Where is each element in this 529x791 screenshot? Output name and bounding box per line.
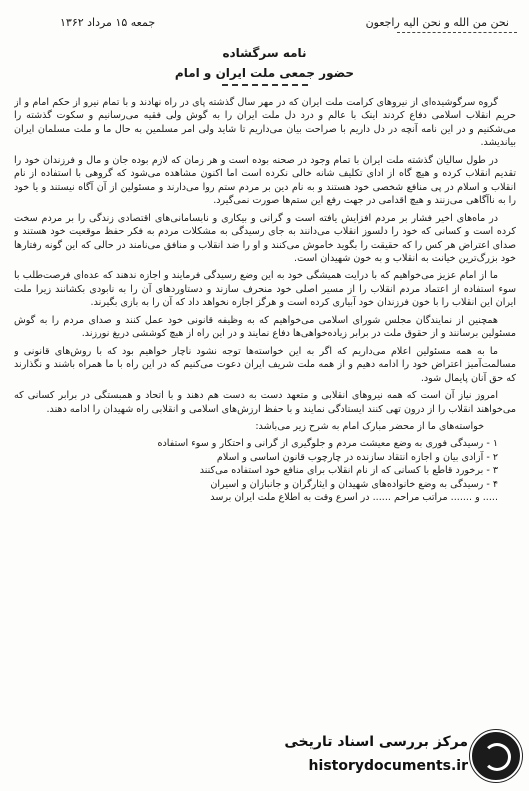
- watermark-url: historydocuments.ir: [308, 758, 468, 774]
- demand-item: ..... و ....... مراتب مراحم ...... در اسرع وقت به اطلاع ملت ایران برسد: [210, 492, 498, 504]
- demand-item: ۳ - برخورد قاطع با کسانی که از نام انقلاب برای منافع خود استفاده می‌کنند: [199, 465, 498, 477]
- demand-item: ۲ - آزادی بیان و اجازه انتقاد سازنده در چارچوب قانون اساسی و اسلام: [216, 451, 498, 463]
- paragraph: در طول سالیان گذشته ملت ایران با تمام وجود در صحنه بوده است و هر زمان که لازم بوده جان و مال و فرزندان خود را تقدیم انقلاب کرده و هیچ گاه از ادای تکلیف شانه خالی نکرده است اما اکنون مشاهده می‌شود که گروهی با استفاده از نام انقلاب و اسلام در پی منافع شخصی خود هستند و به نام دین بر مردم ستم روا می‌دارند و مسئولین از آن آگاه نیستند و یا خود را به ناآگاهی می‌زنند و هیچ اقدامی در جهت رفع این ستم‌ها صورت نمی‌گیرد.: [14, 154, 516, 207]
- paragraph: امروز نیاز آن است که همه نیروهای انقلابی و متعهد دست به دست هم دهند و با اتحاد و همبستگی در برابر کسانی که می‌خواهند انقلاب را از درون تهی کنند ایستادگی نمایند و با حفظ ارزش‌های اسلامی و انقلابی راه شهیدان را ادامه دهند.: [14, 390, 516, 415]
- paragraph: ما از امام عزیز می‌خواهیم که با درایت همیشگی خود به این وضع رسیدگی فرمایند و اجازه ندهند که عده‌ای فرصت‌طلب با سوء استفاده از اعتماد مردم انقلاب را از مسیر اصلی خود منحرف سازند و دستاوردهای آن را به نابودی بکشانند زیرا ملت ایران این انقلاب را با خون فرزندان خود آبیاری کرده است و هرگز اجازه نخواهد داد که آن را به بازی بگیرند.: [14, 270, 516, 309]
- reference-underline: [397, 32, 517, 33]
- archive-logo-icon: [470, 730, 522, 782]
- document-date: جمعه ۱۵ مرداد ۱۳۶۲: [60, 16, 156, 29]
- document-title: نامه سرگشاده: [222, 46, 307, 60]
- demand-item: ۴ - رسیدگی به وضع خانواده‌های شهیدان و ایثارگران و جانبازان و اسیران: [210, 478, 498, 490]
- paragraph: گروه سرگوشیده‌ای از نیروهای کرامت ملت ایران که در مهر سال گذشته پای در راه نهادند و با تمام نیرو از حکم امام و از حریم انقلاب اسلامی دفاع کردند اینک با عالم و درد دل ملت ایران را به گوش ولی فقیه می‌رسانیم و سکوت گذشته را می‌شکنیم و در این نامه آنچه در دل داریم با صراحت بیان می‌داریم تا شاید ولی امر مسلمین به حال ما و ملت مسلمان ایران بیاندیشد.: [14, 97, 516, 149]
- document-subtitle: حضور جمعی ملت ایران و امام: [174, 66, 355, 80]
- paragraph: خواسته‌های ما از محضر مبارک امام به شرح زیر می‌باشد:: [255, 420, 484, 432]
- paragraph: در ماه‌های اخیر فشار بر مردم افزایش یافته است و گرانی و بیکاری و نابسامانی‌های اقتصادی زندگی را بر مردم سخت کرده است و کسانی که خود را دلسوز انقلاب می‌دانند به جای رسیدگی به مشکلات مردم به فکر حفظ موقعیت خود هستند و صدای اعتراض هر کس را که حقیقت را بگوید خاموش می‌کنند و او را ضد انقلاب و منافق می‌نامند در حالی که این گونه رفتارها خود بزرگ‌ترین خیانت به انقلاب و به خون شهیدان است.: [14, 212, 516, 264]
- document-body: [14, 96, 516, 770]
- archive-watermark: [236, 728, 526, 786]
- demand-item: ۱ - رسیدگی فوری به وضع معیشت مردم و جلوگیری از گرانی و احتکار و سوء استفاده: [157, 438, 498, 450]
- watermark-name: مرکز بررسی اسناد تاریخی: [284, 734, 468, 750]
- title-underline: [222, 84, 308, 86]
- paragraph: ما به همه مسئولین اعلام می‌داریم که اگر به این خواسته‌ها توجه نشود ناچار خواهیم بود که با روش‌های قانونی و مسالمت‌آمیز اعتراض خود را ادامه دهیم و از همه ملت شریف ایران دعوت می‌کنیم که در این راه با ما همراه باشند و نگذارند که حق آنان پایمال شود.: [14, 345, 516, 384]
- document-reference: نحن من الله و نحن الیه راجعون: [365, 16, 509, 29]
- logo-ring-shape: [483, 743, 511, 771]
- paragraph: همچنین از نمایندگان مجلس شورای اسلامی می‌خواهیم که به وظیفه قانونی خود عمل کنند و صدای مردم را به گوش مسئولین برسانند و از حقوق ملت در برابر زیاده‌خواهی‌ها دفاع نمایند و در این راه از هیچ کوششی دریغ نورزند.: [14, 314, 516, 340]
